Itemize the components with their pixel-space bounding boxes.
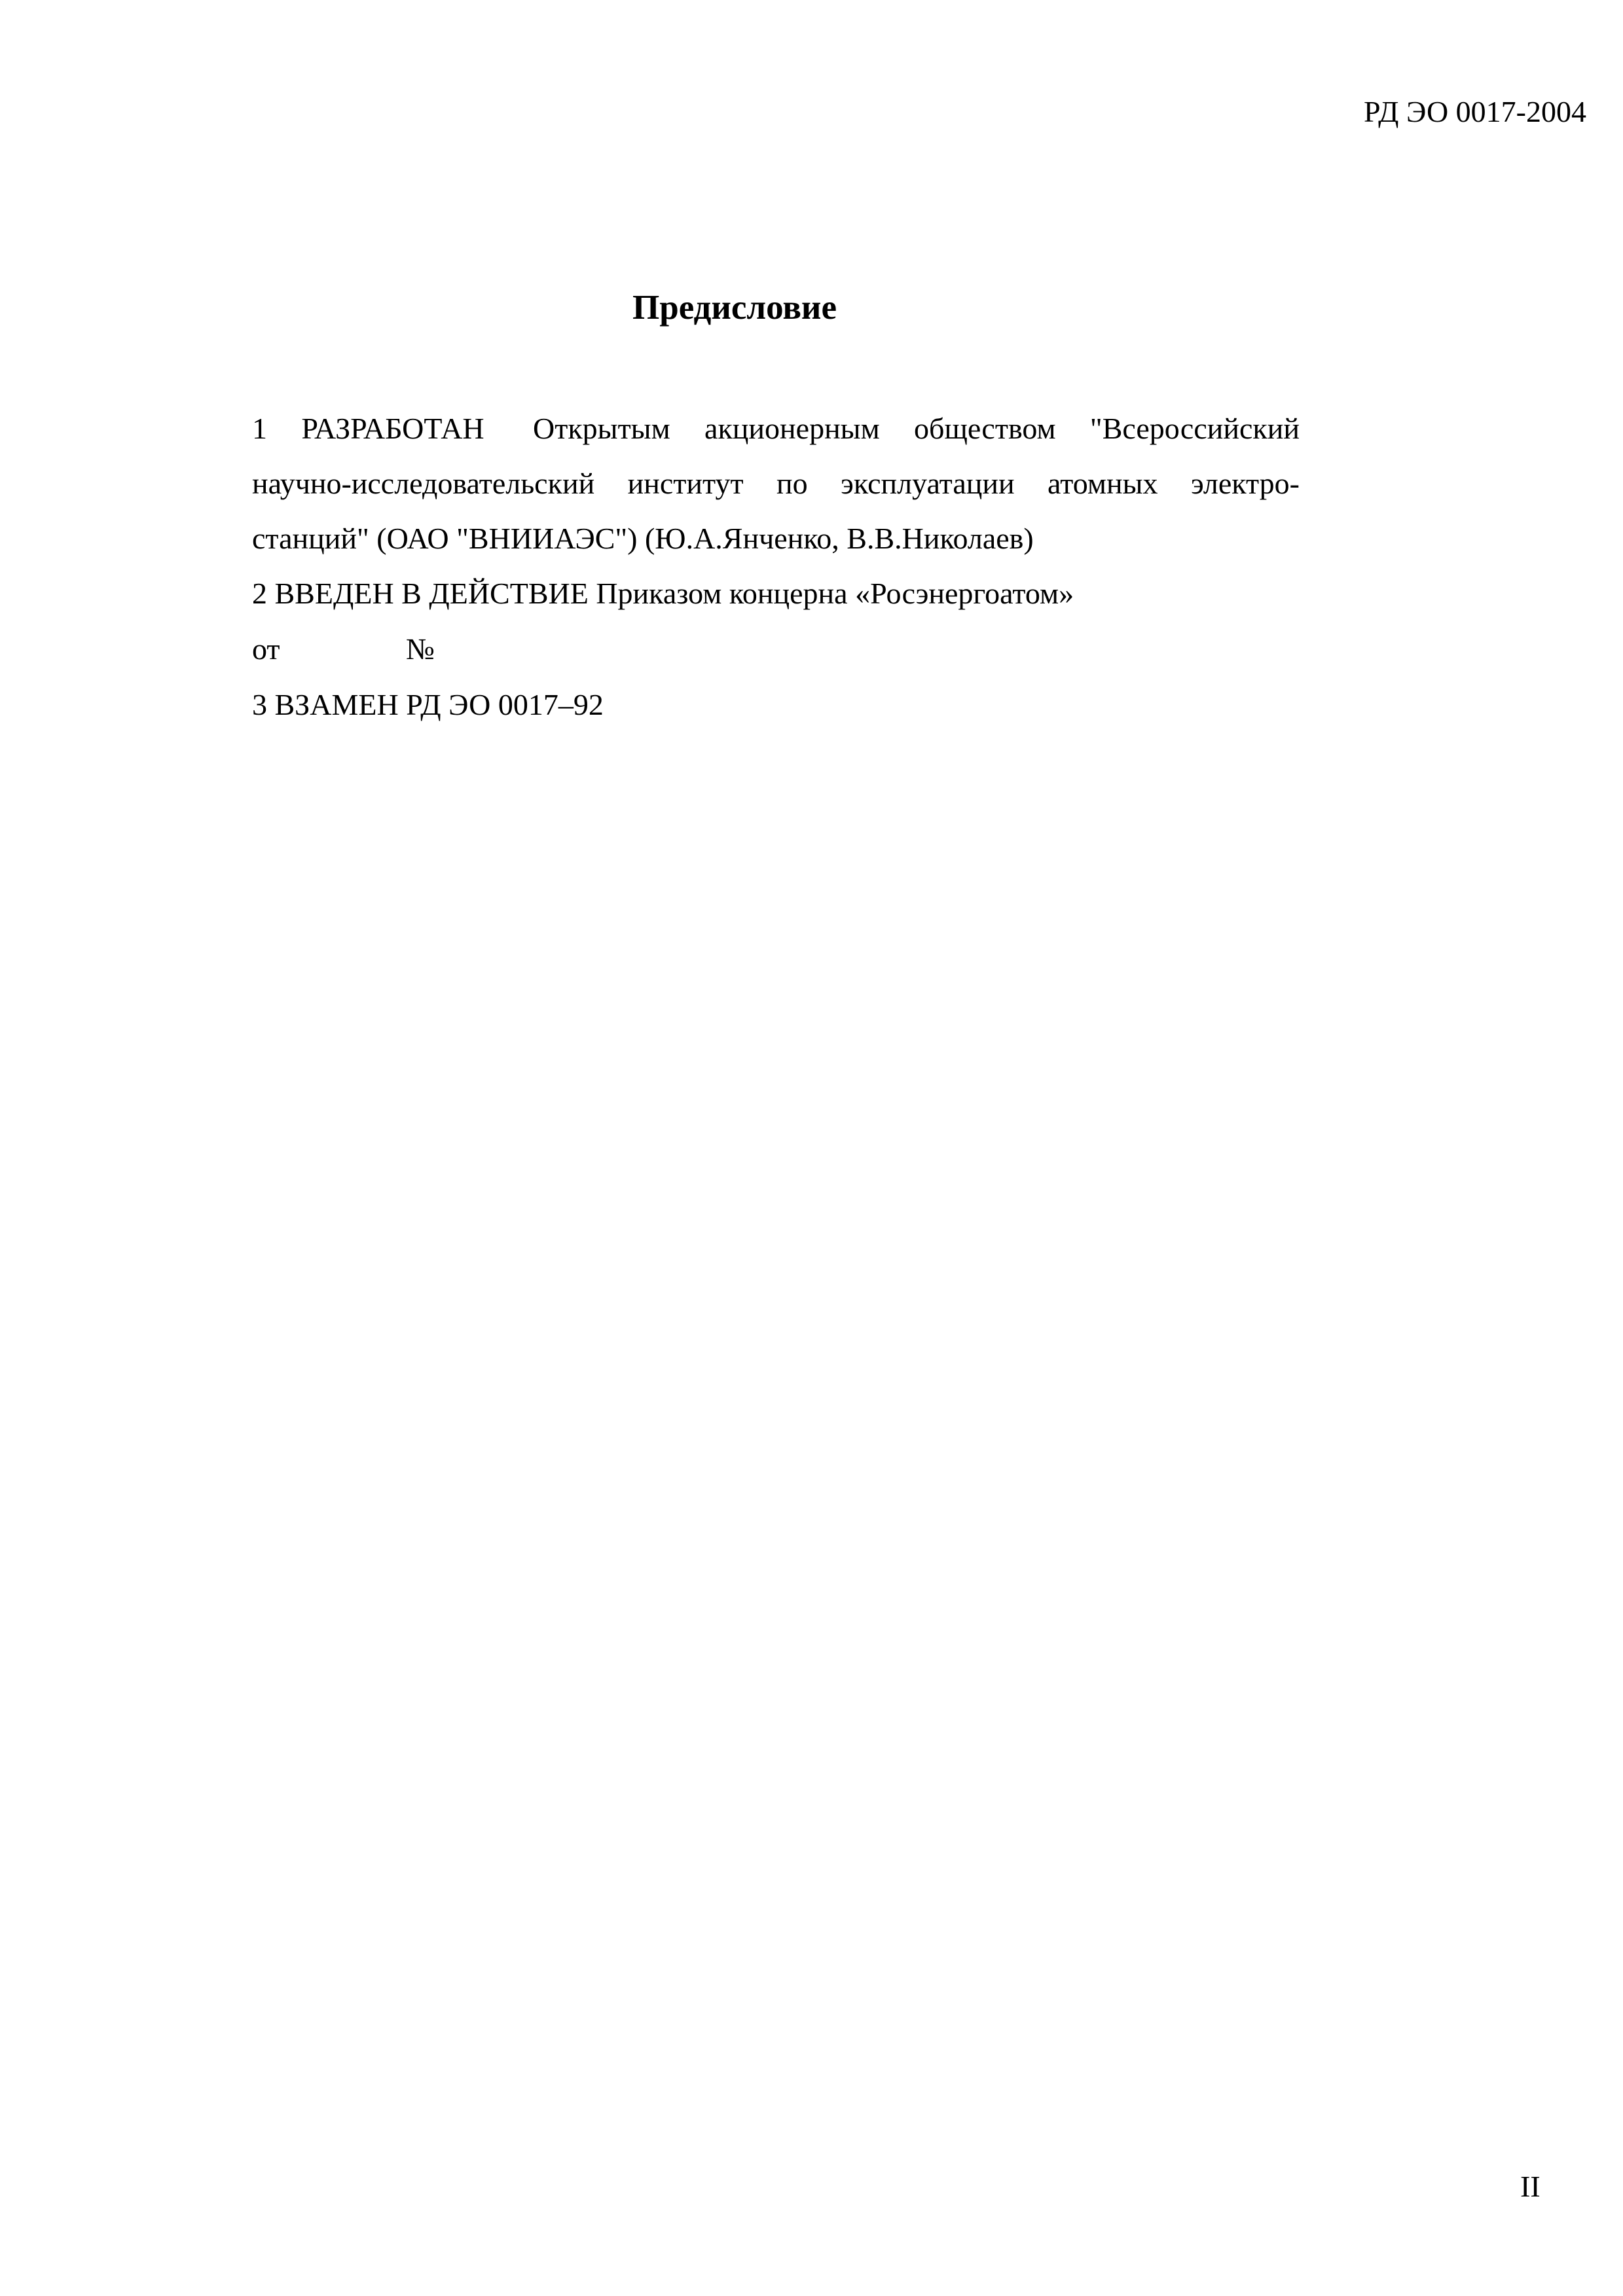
item-3-text: РД ЭО 0017–92	[406, 688, 604, 721]
item-2-from-label: от	[252, 632, 280, 666]
item-2-number: 2	[252, 577, 267, 610]
item-1-line-3	[252, 524, 1300, 554]
item-1-number: 1	[252, 412, 267, 445]
item-3-line	[252, 690, 1300, 720]
item-1-line-2	[252, 469, 1300, 499]
item-2-line-1	[252, 579, 1300, 609]
item-2-label: ВВЕДЕН В ДЕЙСТВИЕ	[274, 577, 589, 610]
item-1-line-1	[252, 414, 1300, 444]
item-3-label: ВЗАМЕН	[274, 688, 399, 721]
item-3-number: 3	[252, 688, 267, 721]
document-code: РД ЭО 0017-2004	[1364, 95, 1586, 128]
item-1-text-end: станций" (ОАО "ВНИИАЭС") (Ю.А.Янченко, В.В.Николаев)	[252, 522, 1034, 555]
page-title: Предисловие	[632, 289, 837, 327]
item-1-text-continuation: научно-исследовательский институт по эксплуатации атомных электро-	[252, 467, 1300, 500]
item-1-label: РАЗРАБОТАН	[301, 412, 484, 445]
item-2-number-sign: №	[406, 632, 435, 666]
page-number: II	[1520, 2170, 1541, 2203]
item-1-text-start: Открытым акционерным обществом "Всероссийский	[533, 412, 1300, 445]
item-2-text: Приказом концерна «Росэнергоатом»	[596, 577, 1074, 610]
